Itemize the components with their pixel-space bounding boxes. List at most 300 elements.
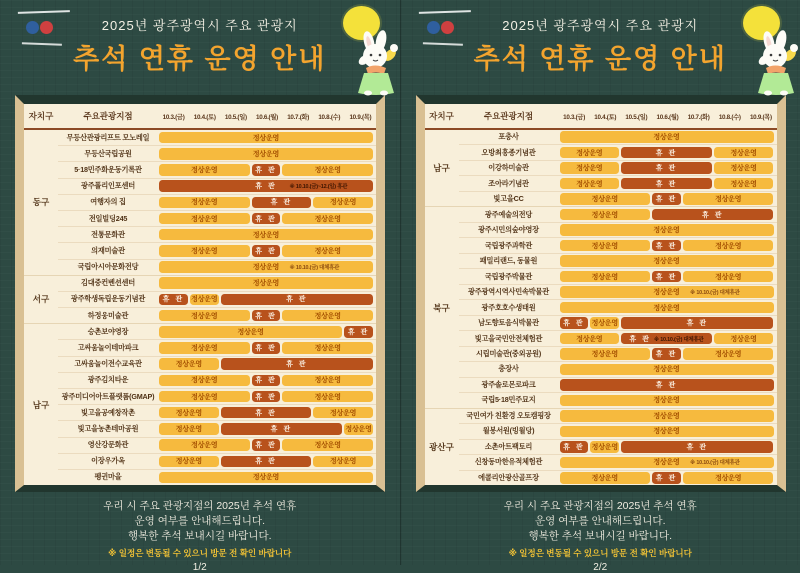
schedule-bar-open bbox=[560, 240, 651, 252]
bar-label: 휴 관 bbox=[656, 241, 677, 251]
bar-label: 정상운영 bbox=[253, 149, 279, 159]
logo-red-circle bbox=[441, 21, 454, 34]
page-footer bbox=[0, 499, 400, 573]
bar-label: 휴 관 bbox=[255, 165, 276, 175]
date-header-cell: 10.7.(화) bbox=[683, 112, 714, 121]
schedule-bar-closed bbox=[560, 317, 589, 329]
schedule-bar-open bbox=[159, 148, 373, 160]
spot-name: 광주광역시역사민속박물관 bbox=[459, 287, 559, 297]
bar-label: 정상운영 bbox=[315, 214, 341, 224]
schedule-cell bbox=[158, 243, 376, 258]
spot-name: 빛고을공예창작촌 bbox=[58, 408, 158, 418]
bar-label: 휴 관 bbox=[255, 408, 276, 418]
bar-label: 휴 관 bbox=[656, 349, 677, 359]
district-label: 남구 bbox=[425, 130, 459, 206]
bar-label: 정상운영 bbox=[653, 132, 679, 142]
table-row bbox=[58, 388, 376, 404]
table-row bbox=[58, 420, 376, 436]
schedule-bar-open bbox=[683, 271, 774, 283]
bar-label: 휴 관 bbox=[255, 375, 276, 385]
district-label: 남구 bbox=[24, 324, 58, 485]
district-rows bbox=[459, 207, 777, 407]
schedule-bar-closed bbox=[560, 441, 589, 453]
logo-blue-circle bbox=[26, 21, 39, 34]
spot-name: 승촌보야영장 bbox=[58, 327, 158, 337]
poster-page-2 bbox=[400, 0, 800, 565]
table-row bbox=[58, 194, 376, 210]
table-row bbox=[459, 130, 777, 144]
schedule-bar-open bbox=[313, 456, 373, 468]
spot-name: 광주미디어아트플랫폼(GMAP) bbox=[58, 392, 158, 402]
schedule-cell bbox=[559, 285, 777, 299]
schedule-cell bbox=[559, 254, 777, 268]
schedule-bar-closed bbox=[652, 271, 681, 283]
page-footer bbox=[401, 499, 800, 573]
table-row bbox=[58, 372, 376, 388]
schedule-bar-closed bbox=[159, 180, 373, 192]
schedule-bar-open bbox=[560, 410, 774, 422]
bar-label: 정상운영 bbox=[191, 197, 217, 207]
schedule-cell bbox=[559, 393, 777, 407]
schedule-cell bbox=[559, 300, 777, 314]
bar-label: 정상운영 bbox=[330, 408, 356, 418]
bar-label: 정상운영 bbox=[191, 165, 217, 175]
bar-label: 휴 관 bbox=[286, 359, 307, 369]
table-row bbox=[58, 226, 376, 242]
schedule-cell bbox=[559, 362, 777, 376]
column-header-district: 자치구 bbox=[24, 110, 58, 122]
poster-subtitle: 2025년 광주광역시 주요 관광지 bbox=[401, 0, 800, 34]
bar-label: 정상운영 bbox=[730, 148, 756, 158]
bar-label: 휴 관 bbox=[656, 380, 677, 390]
logo-scribble bbox=[18, 10, 70, 22]
table-row bbox=[58, 307, 376, 323]
bar-label: 정상운영 bbox=[191, 343, 217, 353]
date-header-row bbox=[559, 112, 777, 121]
schedule-cell bbox=[158, 276, 376, 291]
spot-name: 국민여가 친환경 오토캠핑장 bbox=[459, 411, 559, 421]
district-label: 북구 bbox=[425, 207, 459, 407]
schedule-cell bbox=[559, 455, 777, 469]
schedule-bar-open bbox=[313, 407, 373, 419]
schedule-bar-closed bbox=[621, 147, 712, 159]
table-row bbox=[459, 191, 777, 206]
spot-name: 여행자의 집 bbox=[58, 197, 158, 207]
schedule-cell bbox=[158, 373, 376, 388]
schedule-bar-open bbox=[159, 342, 250, 354]
table-row bbox=[58, 356, 376, 372]
table-row bbox=[58, 259, 376, 275]
schedule-cell bbox=[158, 195, 376, 210]
bar-label: 정상운영 bbox=[715, 349, 741, 359]
table-row bbox=[459, 392, 777, 407]
table-row bbox=[58, 291, 376, 307]
schedule-bar-closed bbox=[560, 379, 774, 391]
district-rows bbox=[58, 324, 376, 485]
schedule-cell bbox=[158, 357, 376, 372]
schedule-cell bbox=[158, 470, 376, 485]
table-row bbox=[459, 409, 777, 423]
bar-label: 정상운영 bbox=[653, 411, 679, 421]
footer-line: 운영 여부를 안내해드립니다. bbox=[401, 514, 800, 529]
bar-label: 정상운영 bbox=[715, 194, 741, 204]
schedule-cell bbox=[158, 340, 376, 355]
schedule-cell bbox=[158, 454, 376, 469]
bar-label: 정상운영 bbox=[176, 424, 202, 434]
spot-name: 광주예술의전당 bbox=[459, 210, 559, 220]
page-header bbox=[0, 0, 400, 95]
bar-note: ※ 10.10.(금) 대체휴관 bbox=[654, 335, 704, 343]
spot-name: 에콜리안광산골프장 bbox=[459, 473, 559, 483]
page-number: 1/2 bbox=[0, 562, 400, 573]
bar-label: 정상운영 bbox=[592, 442, 618, 452]
spot-name: 광주폴리인포센터 bbox=[58, 181, 158, 191]
date-header-cell: 10.4.(토) bbox=[590, 112, 621, 121]
bar-label: 정상운영 bbox=[715, 272, 741, 282]
spot-name: 이강하미술관 bbox=[459, 163, 559, 173]
logo-scribble bbox=[422, 36, 462, 45]
bar-label: 정상운영 bbox=[576, 163, 602, 173]
spot-name: 빛고을국민안전체험관 bbox=[459, 334, 559, 344]
schedule-bar-closed bbox=[252, 213, 281, 225]
date-header-cell: 10.8.(수) bbox=[314, 112, 345, 121]
schedule-bar-open bbox=[560, 271, 651, 283]
schedule-bar-open bbox=[560, 333, 620, 345]
table-row bbox=[58, 130, 376, 145]
bar-note: ※ 10.10.(금) 대체휴관 bbox=[690, 288, 740, 296]
schedule-bar-closed bbox=[252, 245, 281, 257]
schedule-cell bbox=[158, 179, 376, 194]
table-row bbox=[459, 207, 777, 221]
schedule-bar-open bbox=[159, 245, 250, 257]
table-row bbox=[58, 339, 376, 355]
bar-label: 정상운영 bbox=[330, 456, 356, 466]
schedule-cell bbox=[158, 162, 376, 177]
table-row bbox=[58, 145, 376, 161]
bar-label: 정상운영 bbox=[592, 318, 618, 328]
schedule-bar-closed bbox=[221, 407, 312, 419]
district-label: 서구 bbox=[24, 276, 58, 324]
page-header bbox=[401, 0, 800, 95]
bar-note: ※ 10.10.(금)~12.(일) 휴관 bbox=[290, 182, 348, 190]
schedule-bar-open bbox=[560, 178, 620, 190]
schedule-bar-open bbox=[190, 294, 219, 306]
table-row bbox=[58, 404, 376, 420]
bar-label: 정상운영 bbox=[191, 311, 217, 321]
hanbok-rabbit-icon bbox=[354, 30, 400, 96]
schedule-bar-open bbox=[590, 317, 619, 329]
schedule-bar-open bbox=[560, 348, 651, 360]
schedule-bar-open bbox=[159, 375, 250, 387]
schedule-bar-closed bbox=[652, 472, 681, 484]
spot-name: 고싸움놀이테마파크 bbox=[58, 343, 158, 353]
bar-label: 정상운영 bbox=[191, 294, 217, 304]
table-row bbox=[459, 377, 777, 392]
table-row bbox=[459, 454, 777, 469]
schedule-bar-open bbox=[683, 193, 774, 205]
gwangju-tourism-brand-logo-icon bbox=[413, 7, 479, 47]
bar-label: 정상운영 bbox=[576, 179, 602, 189]
schedule-bar-closed bbox=[252, 439, 281, 451]
spot-name: 국립아시아문화전당 bbox=[58, 262, 158, 272]
bar-label: 정상운영 bbox=[592, 241, 618, 251]
bar-note: ※ 10.10.(금) 대체휴관 bbox=[290, 263, 340, 271]
schedule-bar-open bbox=[159, 197, 250, 209]
bar-label: 정상운영 bbox=[715, 241, 741, 251]
bar-label: 휴 관 bbox=[563, 442, 584, 452]
bar-label: 정상운영 bbox=[592, 272, 618, 282]
district-rows bbox=[459, 130, 777, 206]
schedule-bar-closed bbox=[621, 333, 712, 345]
bar-label: 휴 관 bbox=[563, 318, 584, 328]
table-row bbox=[459, 144, 777, 159]
schedule-bar-open bbox=[560, 286, 774, 298]
schedule-bar-open bbox=[560, 162, 620, 174]
bar-label: 정상운영 bbox=[345, 424, 371, 434]
spot-name: 광주학생독립운동기념관 bbox=[58, 294, 158, 304]
schedule-bar-closed bbox=[652, 193, 681, 205]
schedule-cell bbox=[559, 424, 777, 438]
bar-label: 정상운영 bbox=[730, 163, 756, 173]
spot-name: 국립광주박물관 bbox=[459, 272, 559, 282]
spot-name: 광주솔로몬로파크 bbox=[459, 380, 559, 390]
page-number: 2/2 bbox=[401, 562, 800, 573]
table-row bbox=[459, 439, 777, 454]
table-row bbox=[459, 330, 777, 345]
spot-name: 광주김치타운 bbox=[58, 375, 158, 385]
bar-label: 정상운영 bbox=[176, 408, 202, 418]
table-row bbox=[58, 469, 376, 485]
date-header-cell: 10.9.(목) bbox=[345, 112, 376, 121]
bar-label: 휴 관 bbox=[255, 214, 276, 224]
spot-name: 무등산국립공원 bbox=[58, 149, 158, 159]
bar-label: 휴 관 bbox=[255, 246, 276, 256]
schedule-bar-open bbox=[560, 131, 774, 143]
schedule-bar-closed bbox=[252, 342, 281, 354]
schedule-bar-open bbox=[683, 348, 774, 360]
schedule-bar-open bbox=[282, 213, 373, 225]
bar-label: 정상운영 bbox=[730, 334, 756, 344]
table-body bbox=[24, 130, 376, 485]
schedule-bar-open bbox=[159, 164, 250, 176]
schedule-cell bbox=[158, 405, 376, 420]
schedule-cell bbox=[158, 324, 376, 339]
schedule-bar-closed bbox=[252, 164, 281, 176]
schedule-cell bbox=[559, 440, 777, 454]
table-row bbox=[459, 315, 777, 330]
schedule-cell bbox=[559, 471, 777, 485]
schedule-bar-closed bbox=[252, 197, 312, 209]
schedule-board bbox=[416, 95, 786, 492]
schedule-bar-open bbox=[282, 342, 373, 354]
table-header-row bbox=[425, 104, 777, 130]
spot-name: 충장사 bbox=[459, 364, 559, 374]
schedule-bar-closed bbox=[221, 358, 373, 370]
bar-label: 정상운영 bbox=[592, 210, 618, 220]
bar-label: 정상운영 bbox=[253, 133, 279, 143]
table-row bbox=[459, 160, 777, 175]
bar-label: 정상운영 bbox=[176, 359, 202, 369]
bar-label: 휴 관 bbox=[348, 327, 369, 337]
table-row bbox=[459, 284, 777, 299]
schedule-cell bbox=[559, 347, 777, 361]
table-row bbox=[58, 242, 376, 258]
schedule-bar-closed bbox=[621, 178, 712, 190]
schedule-bar-open bbox=[560, 364, 774, 376]
schedule-bar-closed bbox=[252, 375, 281, 387]
schedule-cell bbox=[559, 130, 777, 144]
schedule-bar-closed bbox=[159, 294, 188, 306]
schedule-bar-open bbox=[560, 193, 651, 205]
bar-label: 정상운영 bbox=[576, 148, 602, 158]
table-row bbox=[459, 222, 777, 237]
bar-label: 정상운영 bbox=[191, 440, 217, 450]
schedule-cell bbox=[158, 421, 376, 436]
schedule-bar-closed bbox=[621, 441, 773, 453]
bar-label: 정상운영 bbox=[653, 256, 679, 266]
spot-name: 이장우가옥 bbox=[58, 456, 158, 466]
schedule-bar-open bbox=[159, 229, 373, 241]
schedule-cell bbox=[559, 176, 777, 190]
district-rows bbox=[58, 130, 376, 275]
bar-label: 정상운영 bbox=[653, 395, 679, 405]
schedule-cell bbox=[559, 409, 777, 423]
spot-name: 광주시민의숲야영장 bbox=[459, 225, 559, 235]
spot-name: 오방최흥종기념관 bbox=[459, 148, 559, 158]
schedule-bar-open bbox=[282, 375, 373, 387]
schedule-cell bbox=[559, 238, 777, 252]
table-row bbox=[58, 324, 376, 339]
spot-name: 펭귄마을 bbox=[58, 472, 158, 482]
bar-label: 휴 관 bbox=[163, 294, 184, 304]
bar-label: 휴 관 bbox=[255, 311, 276, 321]
spot-name: 국립광주과학관 bbox=[459, 241, 559, 251]
bar-label: 휴 관 bbox=[255, 181, 276, 191]
bar-label: 정상운영 bbox=[592, 473, 618, 483]
schedule-bar-open bbox=[683, 472, 774, 484]
bar-label: 정상운영 bbox=[653, 457, 679, 467]
date-header-cell: 10.8.(수) bbox=[714, 112, 745, 121]
schedule-bar-open bbox=[159, 391, 250, 403]
table-row bbox=[459, 175, 777, 190]
table-row bbox=[58, 453, 376, 469]
spot-name: 전통문화관 bbox=[58, 230, 158, 240]
bar-label: 휴 관 bbox=[255, 392, 276, 402]
district-group bbox=[24, 130, 376, 275]
schedule-bar-open bbox=[560, 302, 774, 314]
schedule-bar-open bbox=[282, 245, 373, 257]
bar-label: 휴 관 bbox=[656, 148, 677, 158]
schedule-bar-open bbox=[714, 162, 774, 174]
bar-label: 정상운영 bbox=[191, 375, 217, 385]
bar-label: 휴 관 bbox=[271, 424, 292, 434]
bar-label: 정상운영 bbox=[715, 473, 741, 483]
schedule-bar-open bbox=[344, 423, 373, 435]
bar-label: 휴 관 bbox=[656, 179, 677, 189]
schedule-bar-open bbox=[560, 472, 651, 484]
spot-name: 시립미술관(중외공원) bbox=[459, 349, 559, 359]
bar-label: 정상운영 bbox=[653, 225, 679, 235]
district-group bbox=[425, 130, 777, 206]
schedule-cell bbox=[559, 223, 777, 237]
bar-label: 휴 관 bbox=[255, 456, 276, 466]
logo-scribble bbox=[418, 10, 470, 22]
footer-notice: ※ 일정은 변동될 수 있으니 방문 전 확인 바랍니다 bbox=[0, 547, 400, 559]
spot-name: 국립5·18민주묘지 bbox=[459, 395, 559, 405]
schedule-bar-open bbox=[159, 456, 219, 468]
footer-line: 우리 시 주요 관광지점의 2025년 추석 연휴 bbox=[0, 499, 400, 514]
schedule-bar-open bbox=[560, 147, 620, 159]
poster-title: 추석 연휴 운영 안내 bbox=[401, 37, 800, 76]
district-label: 동구 bbox=[24, 130, 58, 275]
logo-scribble bbox=[22, 36, 62, 45]
bar-label: 휴 관 bbox=[687, 442, 708, 452]
bar-note: ※ 10.10.(금) 대체휴관 bbox=[690, 458, 740, 466]
bar-label: 정상운영 bbox=[653, 303, 679, 313]
schedule-bar-open bbox=[159, 423, 219, 435]
schedule-bar-open bbox=[714, 147, 774, 159]
logo-red-circle bbox=[40, 21, 53, 34]
bar-label: 정상운영 bbox=[191, 246, 217, 256]
poster-page-1 bbox=[0, 0, 400, 565]
spot-name: 고싸움놀이전수교육관 bbox=[58, 359, 158, 369]
footer-line: 운영 여부를 안내해드립니다. bbox=[0, 514, 400, 529]
district-rows bbox=[58, 276, 376, 324]
date-header-cell: 10.5.(일) bbox=[220, 112, 251, 121]
schedule-cell bbox=[559, 145, 777, 159]
table-row bbox=[459, 361, 777, 376]
schedule-bar-open bbox=[560, 224, 774, 236]
footer-line: 우리 시 주요 관광지점의 2025년 추석 연휴 bbox=[401, 499, 800, 514]
schedule-bar-closed bbox=[344, 326, 373, 338]
district-group bbox=[425, 408, 777, 485]
schedule-bar-open bbox=[159, 472, 373, 484]
bar-label: 정상운영 bbox=[191, 214, 217, 224]
schedule-bar-open bbox=[159, 310, 250, 322]
schedule-bar-open bbox=[560, 395, 774, 407]
schedule-bar-open bbox=[313, 197, 373, 209]
spot-name: 소촌아트팩토리 bbox=[459, 442, 559, 452]
table-row bbox=[459, 268, 777, 283]
logo-blue-circle bbox=[427, 21, 440, 34]
table-row bbox=[459, 346, 777, 361]
schedule-bar-open bbox=[159, 326, 342, 338]
schedule-cell bbox=[559, 316, 777, 330]
schedule-bar-open bbox=[159, 277, 373, 289]
schedule-cell bbox=[158, 389, 376, 404]
schedule-bar-open bbox=[159, 358, 219, 370]
bar-label: 정상운영 bbox=[253, 262, 279, 272]
spot-name: 빛고을농촌테마공원 bbox=[58, 424, 158, 434]
schedule-cell bbox=[158, 292, 376, 307]
schedule-bar-open bbox=[714, 333, 774, 345]
table-row bbox=[459, 423, 777, 438]
schedule-bar-open bbox=[282, 439, 373, 451]
spot-name: 광주호호수생태원 bbox=[459, 303, 559, 313]
table-row bbox=[58, 276, 376, 291]
schedule-cell bbox=[158, 227, 376, 242]
spot-name: 월봉서원(빙월당) bbox=[459, 426, 559, 436]
spot-name: 영산강문화관 bbox=[58, 440, 158, 450]
date-header-cell: 10.6.(월) bbox=[652, 112, 683, 121]
schedule-bar-open bbox=[159, 261, 373, 273]
spot-name: 조아라기념관 bbox=[459, 179, 559, 189]
bar-label: 정상운영 bbox=[191, 392, 217, 402]
schedule-cell bbox=[559, 192, 777, 206]
bar-label: 정상운영 bbox=[730, 179, 756, 189]
bar-label: 정상운영 bbox=[315, 375, 341, 385]
schedule-bar-open bbox=[159, 439, 250, 451]
